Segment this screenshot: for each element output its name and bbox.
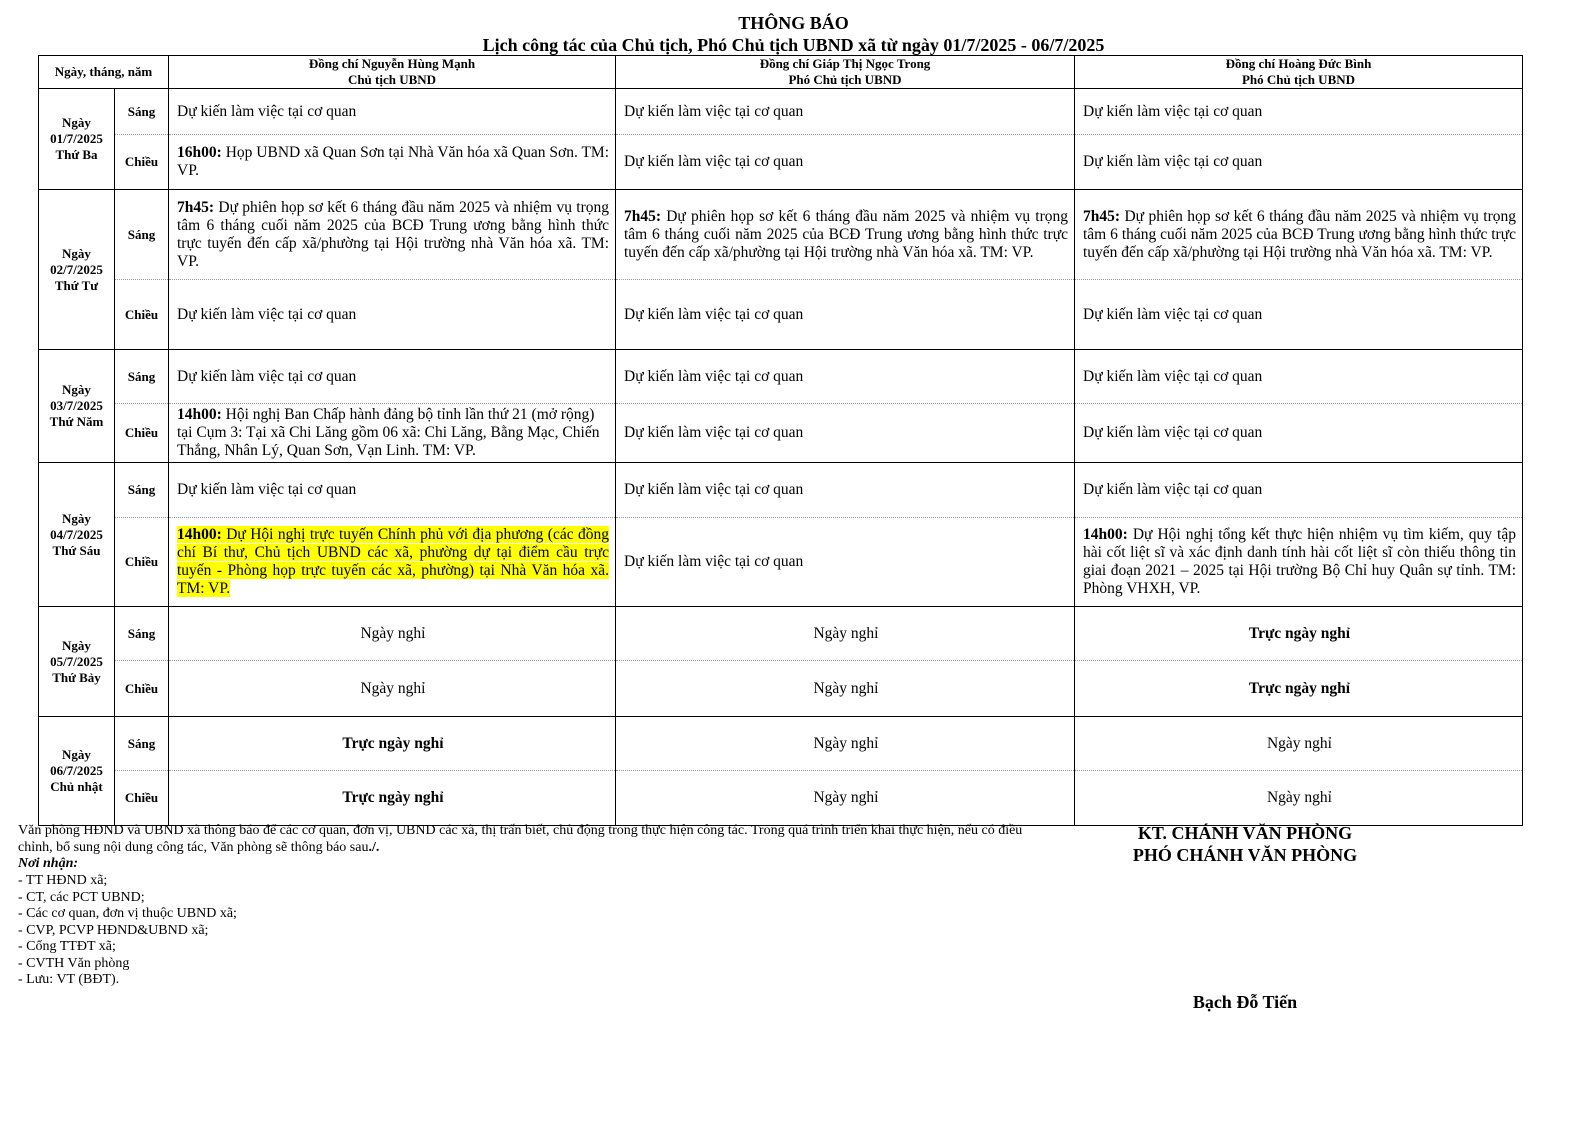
event-text: Họp UBND xã Quan Sơn tại Nhà Văn hóa xã Quan Sơn. TM: VP. [177,144,609,179]
weekday: Thứ Bảy [52,669,101,685]
schedule-cell: Dự kiến làm việc tại cơ quan [616,463,1075,518]
table-row [39,350,1523,404]
weekday: Thứ Sáu [52,542,101,558]
highlighted-event [177,526,609,597]
recipients-title: Nơi nhận: [18,856,79,871]
date-label: Ngày [62,245,91,261]
schedule-cell: Dự kiến làm việc tại cơ quan [1075,135,1523,190]
document-subtitle: Lịch công tác của Chủ tịch, Phó Chủ tịch UBND xã từ ngày 01/7/2025 - 06/7/2025 [482,35,1105,55]
session-morning: Sáng [115,463,169,518]
schedule-cell: Ngày nghỉ [616,661,1075,717]
table-row [39,661,1523,717]
list-item: - Các cơ quan, đơn vị thuộc UBND xã; [18,906,237,921]
signature-title-2: PHÓ CHÁNH VĂN PHÒNG [1132,845,1358,865]
list-item: - TT HĐND xã; [18,873,108,888]
schedule-cell: Trực ngày nghỉ [1075,661,1523,717]
schedule-cell: Dự kiến làm việc tại cơ quan [1075,280,1523,350]
official-2-title: Phó Chủ tịch UBND [788,72,902,87]
official-2-header [616,56,1075,89]
schedule-cell: Dự kiến làm việc tại cơ quan [616,280,1075,350]
official-2-name: Đồng chí Giáp Thị Ngọc Trong [759,56,931,71]
event-time: 14h00: [1083,526,1128,543]
session-afternoon: Chiều [115,661,169,717]
date-cell [39,350,115,463]
table-row [39,771,1523,826]
event-text: Dự Hội nghị trực tuyến Chính phủ với địa phương (các đồng chí Bí thư, Chủ tịch UBND các xã, phường dự tại điểm cầu trực tuyến - Phòng họp trực tuyến các xã, phường) tại Nhà Văn hóa xã. TM: VP. [177,526,609,597]
schedule-cell: Ngày nghỉ [1075,771,1523,826]
event-time: 14h00: [177,526,222,543]
date-label: Ngày [62,115,91,130]
session-afternoon: Chiều [115,404,169,463]
session-morning: Sáng [115,717,169,771]
session-morning: Sáng [115,350,169,404]
event-text: Dự phiên họp sơ kết 6 tháng đầu năm 2025 và nhiệm vụ trọng tâm 6 tháng cuối năm 2025 của BCĐ Trung ương bằng hình thức trực tuyến đến cấp xã/phường tại Hội trường nhà Văn hóa xã. TM: VP. [177,198,609,270]
weekday: Thứ Tư [54,277,99,293]
schedule-cell: Dự kiến làm việc tại cơ quan [616,350,1075,404]
schedule-cell: Dự kiến làm việc tại cơ quan [1075,404,1523,463]
schedule-cell: Dự kiến làm việc tại cơ quan [1075,463,1523,518]
schedule-table [38,55,1523,826]
table-row [39,135,1523,190]
schedule-cell: Dự kiến làm việc tại cơ quan [1075,350,1523,404]
session-morning: Sáng [115,190,169,280]
schedule-cell: Trực ngày nghỉ [1075,607,1523,661]
date-cell [39,190,115,350]
schedule-cell: Ngày nghỉ [169,607,616,661]
schedule-cell: Ngày nghỉ [169,661,616,717]
list-item: - CVP, PCVP HĐND&UBND xã; [18,922,209,938]
schedule-cell: Dự kiến làm việc tại cơ quan [616,518,1075,607]
table-row [39,404,1523,463]
session-afternoon: Chiều [115,771,169,826]
schedule-cell: Dự kiến làm việc tại cơ quan [616,89,1075,135]
date-cell [39,607,115,717]
event-time: 7h45: [1083,207,1121,225]
schedule-cell: Dự kiến làm việc tại cơ quan [1075,89,1523,135]
table-row [39,190,1523,280]
official-1-title: Chủ tịch UBND [347,72,437,87]
signature-title-1: KT. CHÁNH VĂN PHÒNG [1137,823,1353,843]
table-row [39,607,1523,661]
date-label: Ngày [62,382,91,397]
schedule-cell [616,190,1075,280]
schedule-cell [169,190,616,280]
date-value: 04/7/2025 [50,526,103,542]
table-row [39,717,1523,771]
schedule-cell: Trực ngày nghỉ [169,717,616,771]
event-text: Dự phiên họp sơ kết 6 tháng đầu năm 2025 và nhiệm vụ trọng tâm 6 tháng cuối năm 2025 của BCĐ Trung ương bằng hình thức trực tuyến đến cấp xã/phường tại Hội trường nhà Văn hóa xã. TM: VP. [624,207,1068,261]
date-label: Ngày [62,637,91,653]
event-text: Dự Hội nghị tổng kết thực hiện nhiệm vụ tìm kiếm, quy tập hài cốt liệt sĩ và xác định danh tính hài cốt liệt sĩ còn thiếu thông tin giai đoạn 2021 – 2025 tại Hội trường Bộ Chỉ huy Quân sự tỉnh. TM: Phòng VHXH, VP. [1083,526,1516,597]
official-1-name: Đồng chí Nguyễn Hùng Mạnh [308,56,476,71]
official-1-header [169,56,616,89]
weekday: Chủ nhật [50,779,103,794]
signature-block [1040,822,1450,866]
schedule-cell: Dự kiến làm việc tại cơ quan [169,89,616,135]
date-value: 03/7/2025 [50,398,103,413]
list-item: - CVTH Văn phòng [18,955,130,971]
weekday: Thứ Năm [49,414,104,429]
date-value: 02/7/2025 [50,261,103,277]
schedule-cell: Ngày nghỉ [616,771,1075,826]
session-afternoon: Chiều [115,518,169,607]
schedule-cell: Dự kiến làm việc tại cơ quan [169,463,616,518]
schedule-cell: Dự kiến làm việc tại cơ quan [169,350,616,404]
event-text: Dự phiên họp sơ kết 6 tháng đầu năm 2025 và nhiệm vụ trọng tâm 6 tháng cuối năm 2025 của BCĐ Trung ương bằng hình thức trực tuyến đến cấp xã/phường tại Hội trường nhà Văn hóa xã. TM: VP. [1083,207,1516,261]
weekday: Thứ Ba [55,147,98,162]
date-value: 05/7/2025 [50,653,103,669]
schedule-cell [169,518,616,607]
list-item: - Lưu: VT (BĐT). [18,972,120,987]
date-value: 06/7/2025 [50,763,103,778]
session-afternoon: Chiều [115,280,169,350]
table-row [39,518,1523,607]
document-title: THÔNG BÁO [738,13,849,33]
event-time: 7h45: [624,207,662,225]
list-item: - CT, các PCT UBND; [18,889,145,905]
recipients-list [18,873,237,989]
header-row [39,56,1523,89]
schedule-cell: Trực ngày nghỉ [169,771,616,826]
schedule-cell [169,404,616,463]
event-time: 16h00: [177,144,222,161]
date-label: Ngày [62,510,91,526]
schedule-cell: Ngày nghỉ [1075,717,1523,771]
schedule-cell [1075,190,1523,280]
date-cell [39,89,115,190]
schedule-cell: Ngày nghỉ [616,717,1075,771]
schedule-cell: Dự kiến làm việc tại cơ quan [616,135,1075,190]
table-row [39,463,1523,518]
official-3-name: Đồng chí Hoàng Đức Bình [1225,56,1372,71]
date-label: Ngày [62,747,91,762]
table-row [39,280,1523,350]
list-item: - Cổng TTĐT xã; [18,939,116,954]
table-row [39,89,1523,135]
event-time: 14h00: [177,406,222,423]
session-morning: Sáng [115,607,169,661]
event-text: Hội nghị Ban Chấp hành đảng bộ tỉnh lần thứ 21 (mở rộng) tại Cụm 3: Tại xã Chi Lăng gồm 06 xã: Chi Lăng, Bằng Mạc, Chiến Thắng, Nhân Lý, Quan Sơn, Vạn Linh. TM: VP. [177,406,600,459]
schedule-cell: Ngày nghỉ [616,607,1075,661]
event-time: 7h45: [177,198,215,216]
schedule-cell [169,135,616,190]
footer-note-end: ./. [368,840,380,855]
date-cell [39,463,115,607]
footer-note-text: Văn phòng HĐND và UBND xã thông báo để các cơ quan, đơn vị, UBND các xã, thị trấn biết, chủ động trong thực hiện công tác. Trong quá trình triển khai thực hiện, nếu có điều chỉnh, bổ sung nội dung công tác, Văn phòng sẽ thông báo sau [18,823,1023,855]
session-afternoon: Chiều [115,135,169,190]
schedule-cell [1075,518,1523,607]
date-cell [39,717,115,826]
signer-name: Bạch Đỗ Tiến [1192,992,1298,1012]
date-column-header: Ngày, tháng, năm [39,56,169,89]
footer-note [18,822,1028,856]
official-3-header [1075,56,1523,89]
date-value: 01/7/2025 [50,131,103,146]
session-morning: Sáng [115,89,169,135]
schedule-cell: Dự kiến làm việc tại cơ quan [616,404,1075,463]
official-3-title: Phó Chủ tịch UBND [1241,72,1356,87]
schedule-cell: Dự kiến làm việc tại cơ quan [169,280,616,350]
